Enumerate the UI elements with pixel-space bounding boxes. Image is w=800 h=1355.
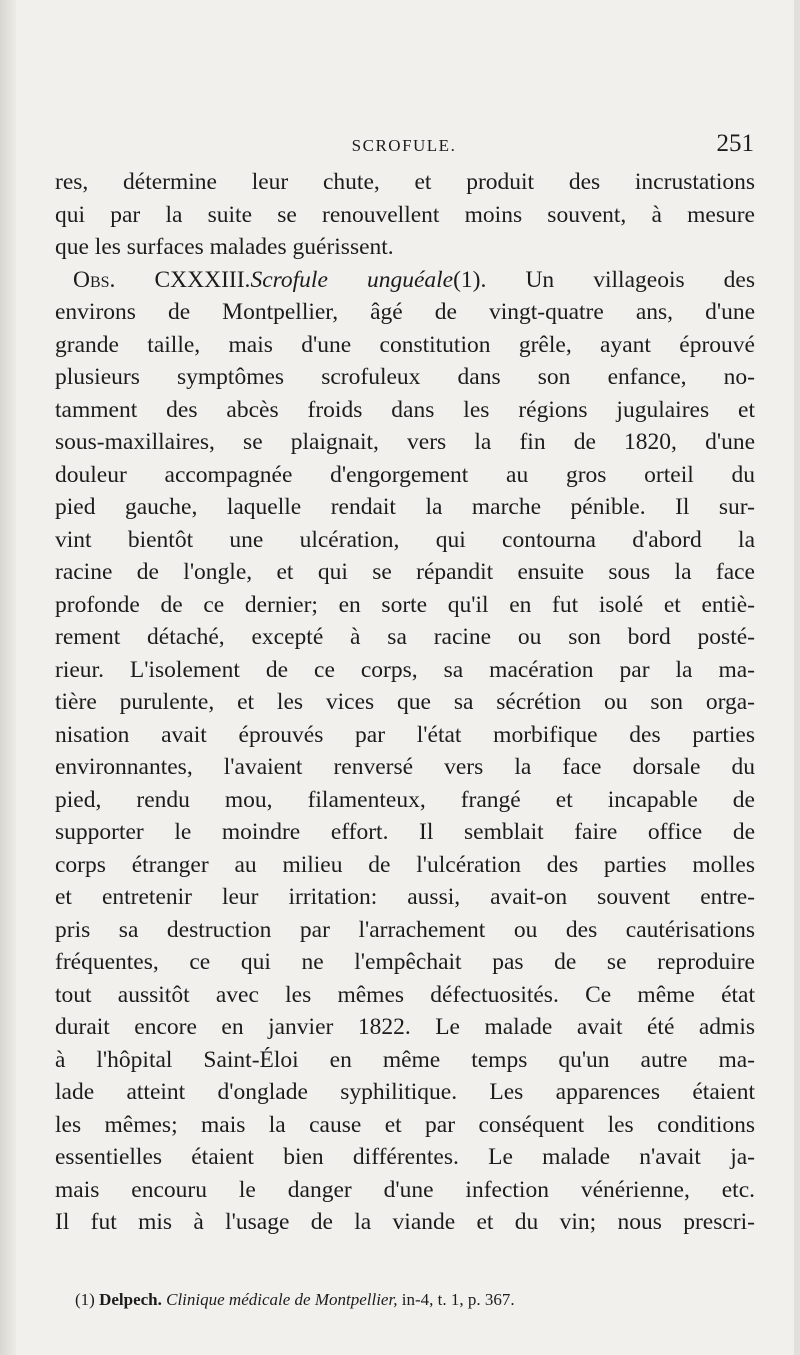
observation-number: Obs. CXXXIII. — [73, 266, 251, 293]
text-line: tout aussitôt avec les mêmes défectuosités. Ce même état — [55, 981, 755, 1008]
text-fragment: Un villageois des — [525, 266, 756, 293]
text-line: rement détaché, excepté à sa racine ou son bord posté- — [55, 624, 755, 650]
footnote-work-title: Clinique médicale de Montpellier, — [166, 1290, 398, 1309]
footnote-details: in-4, t. 1, p. 367. — [401, 1290, 515, 1309]
text-line: supporter le moindre effort. Il semblait faire office de — [55, 819, 755, 845]
running-head — [54, 130, 754, 160]
observation-title: Scrofule unguéale — [250, 266, 454, 293]
footnote — [75, 1290, 755, 1310]
text-line: mais encouru le danger d'une infection vénérienne, etc. — [55, 1176, 755, 1203]
footnote-author: Delpech. — [99, 1290, 162, 1309]
text-line: douleur accompagnée d'engorgement au gros orteil du — [55, 461, 755, 488]
text-line: et entretenir leur irritation: aussi, avait-on souvent entre- — [55, 884, 755, 910]
text-line: vint bientôt une ulcération, qui contourna d'abord la — [55, 526, 755, 553]
text-line: les mêmes; mais la cause et par conséquent les conditions — [55, 1111, 755, 1138]
text-line: durait encore en janvier 1822. Le malade avait été admis — [55, 1014, 755, 1040]
text-line: pied, rendu mou, filamenteux, frangé et incapable de — [55, 786, 755, 813]
text-line: tamment des abcès froids dans les régions jugulaires et — [55, 396, 755, 423]
page-number: 251 — [716, 130, 754, 157]
text-line: que les surfaces malades guérissent. — [55, 234, 394, 260]
observation-heading-line — [55, 264, 755, 297]
text-line: profonde de ce dernier; en sorte qu'il en fut isolé et entiè- — [55, 591, 755, 618]
text-line: grande taille, mais d'une constitution grêle, ayant éprouvé — [55, 331, 755, 358]
text-line: sous-maxillaires, se plaignait, vers la fin de 1820, d'une — [55, 429, 755, 455]
footnote-reference: (1). — [453, 266, 487, 293]
text-line: pris sa destruction par l'arrachement ou des cautérisations — [55, 916, 755, 943]
text-line: environs de Montpellier, âgé de vingt-quatre ans, d'une — [55, 299, 755, 325]
running-head-title: SCROFULE. — [351, 136, 457, 155]
text-line: pied gauche, laquelle rendait la marche pénible. Il sur- — [55, 494, 755, 520]
text-line: Il fut mis à l'usage de la viande et du vin; nous prescri- — [55, 1209, 755, 1235]
text-line: fréquentes, ce qui ne l'empêchait pas de se reproduire — [55, 949, 755, 975]
text-line: tière purulente, et les vices que sa sécrétion ou son orga- — [55, 689, 755, 715]
text-line: res, détermine leur chute, et produit des incrustations — [55, 169, 755, 195]
body-text — [55, 166, 755, 1239]
text-line: à l'hôpital Saint-Éloi en même temps qu'un autre ma- — [55, 1046, 755, 1073]
text-line: essentielles étaient bien différentes. Le malade n'avait ja- — [55, 1144, 755, 1170]
text-line: nisation avait éprouvés par l'état morbifique des parties — [55, 721, 755, 748]
text-line: plusieurs symptômes scrofuleux dans son enfance, no- — [55, 364, 755, 390]
text-line: rieur. L'isolement de ce corps, sa macération par la ma- — [55, 656, 755, 683]
text-line: corps étranger au milieu de l'ulcération des parties molles — [55, 851, 755, 878]
text-line: lade atteint d'onglade syphilitique. Les apparences étaient — [55, 1079, 755, 1105]
footnote-marker: (1) — [75, 1290, 95, 1309]
text-line: environnantes, l'avaient renversé vers la face dorsale du — [55, 754, 755, 780]
text-line: racine de l'ongle, et qui se répandit ensuite sous la face — [55, 559, 755, 585]
text-line: qui par la suite se renouvellent moins souvent, à mesure — [55, 201, 755, 228]
